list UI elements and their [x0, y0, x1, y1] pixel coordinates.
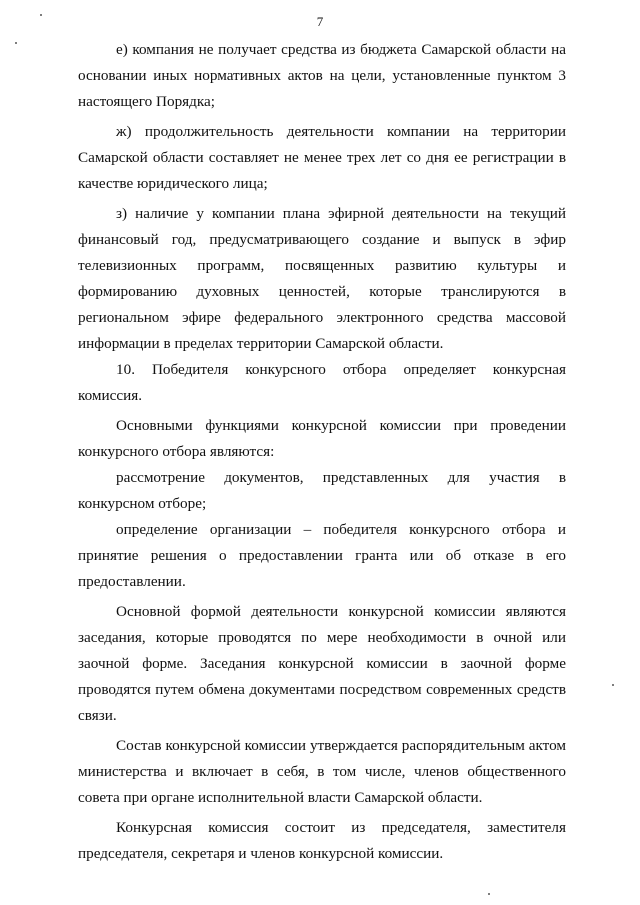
paragraph-members: Конкурсная комиссия состоит из председателя, заместителя председателя, секретаря и членов конкурсной комиссии. [78, 819, 566, 862]
paragraph-meetings: Основной формой деятельности конкурсной комиссии являются заседания, которые проводятся по мере необходимости в очной или заочной форме. Заседания конкурсной комиссии в заочной форме проводятся путем обмена документами посредством современных средств связи. [78, 603, 566, 724]
scan-speck [612, 684, 614, 686]
paragraph-clause-10: 10. Победителя конкурсного отбора определяет конкурсная комиссия. [78, 361, 566, 404]
scan-speck [40, 14, 42, 16]
scan-speck [488, 893, 490, 895]
page-number: 7 [316, 14, 324, 29]
paragraph-review-documents: рассмотрение документов, представленных для участия в конкурсном отборе; [78, 469, 566, 512]
scan-speck [15, 42, 17, 44]
paragraph-item-e: е) компания не получает средства из бюджета Самарской области на основании иных нормативных актов на цели, установленные пунктом 3 настоящего Порядка; [78, 41, 566, 110]
paragraph-item-z: з) наличие у компании плана эфирной деятельности на текущий финансовый год, предусматривающего создание и выпуск в эфир телевизионных программ, посвященных развитию культуры и формированию духовных ценностей, которые транслируются в региональном эфире федерального электронного средства массовой информации в пределах территории Самарской области. [78, 205, 566, 352]
paragraph-item-zh: ж) продолжительность деятельности компании на территории Самарской области составляет не менее трех лет со дня ее регистрации в качестве юридического лица; [78, 123, 566, 192]
paragraph-determine-winner: определение организации – победителя конкурсного отбора и принятие решения о предоставлении гранта или об отказе в его предоставлении. [78, 521, 566, 590]
paragraph-functions: Основными функциями конкурсной комиссии при проведении конкурсного отбора являются: [78, 417, 566, 460]
paragraph-composition: Состав конкурсной комиссии утверждается распорядительным актом министерства и включает в себя, в том числе, членов общественного совета при органе исполнительной власти Самарской области. [78, 737, 566, 806]
document-text [78, 37, 566, 867]
